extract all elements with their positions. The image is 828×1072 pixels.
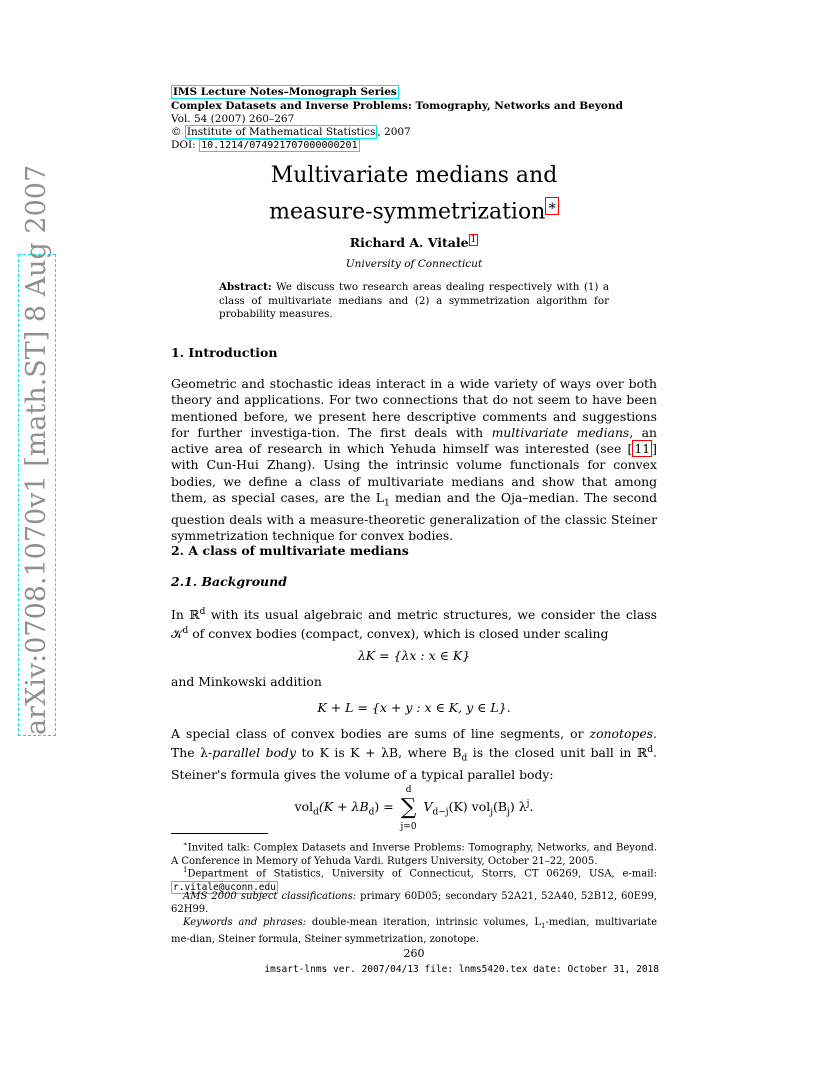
body-text: A special class of convex bodies are sums of line segments, or xyxy=(171,726,590,741)
summation-sign: ∑ d j=0 xyxy=(400,785,417,832)
footnote-text: Invited talk: Complex Datasets and Inverse Problems: Tomography, Networks, and Beyond. A Conference in Memory of Yehuda Vardi. Rutgers University, October 21–22, 2005. xyxy=(171,842,657,867)
doi-label: DOI: xyxy=(171,139,200,151)
intro-text: with Cun-Hui Zhang). Using the intrinsic volume functionals for convex bodies, we define a class of multivariate medians and show that among them, as special cases, are the L xyxy=(171,457,657,506)
abstract-label: Abstract: xyxy=(219,281,272,293)
imsart-footer: imsart-lnms ver. 2007/04/13 file: lnms5420.tex date: October 31, 2018 xyxy=(264,964,659,975)
author-footnote-link[interactable]: 1 xyxy=(470,235,477,245)
abstract xyxy=(219,281,609,322)
subscript: 1 xyxy=(540,922,546,930)
footnote-text: primary 60D05; secondary 52A21, 52A40, 52B12, 60E99, 62H99. xyxy=(171,891,657,916)
series-header xyxy=(171,86,399,98)
body-text: to K is K + λB, where B xyxy=(295,745,462,761)
arxiv-stamp[interactable]: arXiv:0708.1070v1 [math.ST] 8 Aug 2007 xyxy=(18,254,56,736)
footnote-ams-classification xyxy=(171,890,657,916)
body-text: In ℝ xyxy=(171,607,200,623)
footnote-text: Department of Statistics, University of Connecticut, Storrs, CT 06269, USA, e-mail: xyxy=(187,868,657,880)
intro-text: median and the Oja–median. The second question deals with a measure-theoretic generalization of the classic Steiner symmetrization technique for convex bodies. xyxy=(171,490,657,544)
subscript: d xyxy=(461,753,468,764)
abstract-text: We discuss two research areas dealing respectively with (1) a class of multivariate medians and (2) a symmetrization algorithm for probability measures. xyxy=(219,281,609,320)
body-text: . The λ- xyxy=(171,726,657,761)
title-footnote-link[interactable]: ∗ xyxy=(547,198,557,214)
background-paragraph-2: and Minkowski addition xyxy=(171,674,322,689)
footnote-divider xyxy=(171,833,268,834)
institute-link[interactable]: Institute of Mathematical Statistics xyxy=(186,126,376,138)
body-text: with its usual algebraic and metric structures, we consider the class 𝒦 xyxy=(171,607,657,642)
background-paragraph-3 xyxy=(171,726,657,783)
body-text: . Steiner's formula gives the volume of a typical parallel body: xyxy=(171,745,657,783)
book-title: Complex Datasets and Inverse Problems: Tomography, Networks and Beyond xyxy=(171,100,623,112)
footnote-text: -median, multivariate me-dian, Steiner formula, Steiner symmetrization, zonotope. xyxy=(171,917,658,946)
intro-emphasis: multivariate medians xyxy=(491,424,630,440)
subsection-heading-background: 2.1. Background xyxy=(171,574,287,589)
intro-text: Geometric and stochastic ideas interact in a wide variety of ways over both theory and applications. For two connections that do not seem to have been mentioned before, we present here descriptive comments and suggestions for further investiga-tion. The first deals with xyxy=(171,376,657,440)
body-text: of convex bodies (compact, convex), which is closed under scaling xyxy=(188,626,609,642)
equation-minkowski: K + L = {x + y : x ∈ K, y ∈ L}. xyxy=(317,700,511,715)
background-paragraph-1 xyxy=(171,604,657,643)
intro-text: , an active area of research in which Yehuda himself was interested (see xyxy=(171,424,658,457)
affiliation: University of Connecticut xyxy=(345,258,483,270)
intro-subscript: 1 xyxy=(383,498,390,509)
doi-link[interactable]: 10.1214/074921707000000201 xyxy=(201,140,358,151)
section-heading-medians: 2. A class of multivariate medians xyxy=(171,543,409,558)
footnote-mark: ∗ xyxy=(183,840,188,848)
paper-title-line2 xyxy=(0,191,828,227)
body-emphasis: parallel body xyxy=(212,745,296,761)
section-heading-introduction: 1. Introduction xyxy=(171,345,278,360)
superscript: d xyxy=(182,626,189,637)
superscript: d xyxy=(199,607,206,617)
email-link[interactable]: r.vitale@uconn.edu xyxy=(173,881,276,893)
page-number: 260 xyxy=(403,947,425,960)
doi-line xyxy=(171,139,360,152)
footnote-mark: 1 xyxy=(183,866,188,874)
series-link[interactable]: IMS Lecture Notes–Monograph Series xyxy=(173,86,397,98)
author-name: Richard A. Vitale xyxy=(349,235,469,251)
paper-title-text: measure-symmetrization xyxy=(269,199,546,225)
volume-info: Vol. 54 (2007) 260–267 xyxy=(171,113,295,125)
equation-steiner: $vol_d(K + \lambda B_d)$ = ∑ d j=0 $V_{d-j}(K)$ $vol_j(B_j)$ $\lambda^j$. xyxy=(294,785,534,832)
intro-paragraph: Geometric and stochastic ideas interact in a wide variety of ways over both theory and applications. For two connections that do not seem to have been mentioned before, we present here descriptive comments and suggestions for further investiga-tion. The first deals with multivariate medians, an active area of research in which Yehuda himself was interested (see [ 11 ] with Cun-Hui Zhang). Using the intrinsic volume functionals for convex bodies, we define a class of multivariate medians and show that among them, as special cases, are the $L_1$ median and the Oja–median. The second question deals with a measure-theoretic generalization of the classic Steiner symmetrization technique for convex bodies. xyxy=(171,376,658,544)
paper-title-line1: Multivariate medians and xyxy=(270,163,558,188)
copyright-icon: © xyxy=(171,126,182,138)
equation-scaling: λK = {λx : x ∈ K} xyxy=(357,648,471,663)
author xyxy=(0,235,828,250)
superscript: d xyxy=(647,745,654,756)
footnote-label: AMS 2000 subject classifications: xyxy=(183,891,357,902)
footnote-text: double-mean iteration, intrinsic volumes, L xyxy=(306,917,541,928)
footnote-label: Keywords and phrases: xyxy=(183,917,307,928)
copyright-year: , 2007 xyxy=(377,126,411,138)
copyright-line xyxy=(171,126,411,138)
body-text: is the closed unit ball in ℝ xyxy=(467,745,648,761)
body-emphasis: zonotopes xyxy=(589,726,654,741)
citation-link[interactable]: 11 xyxy=(634,441,651,457)
footnote-keywords xyxy=(171,916,657,946)
